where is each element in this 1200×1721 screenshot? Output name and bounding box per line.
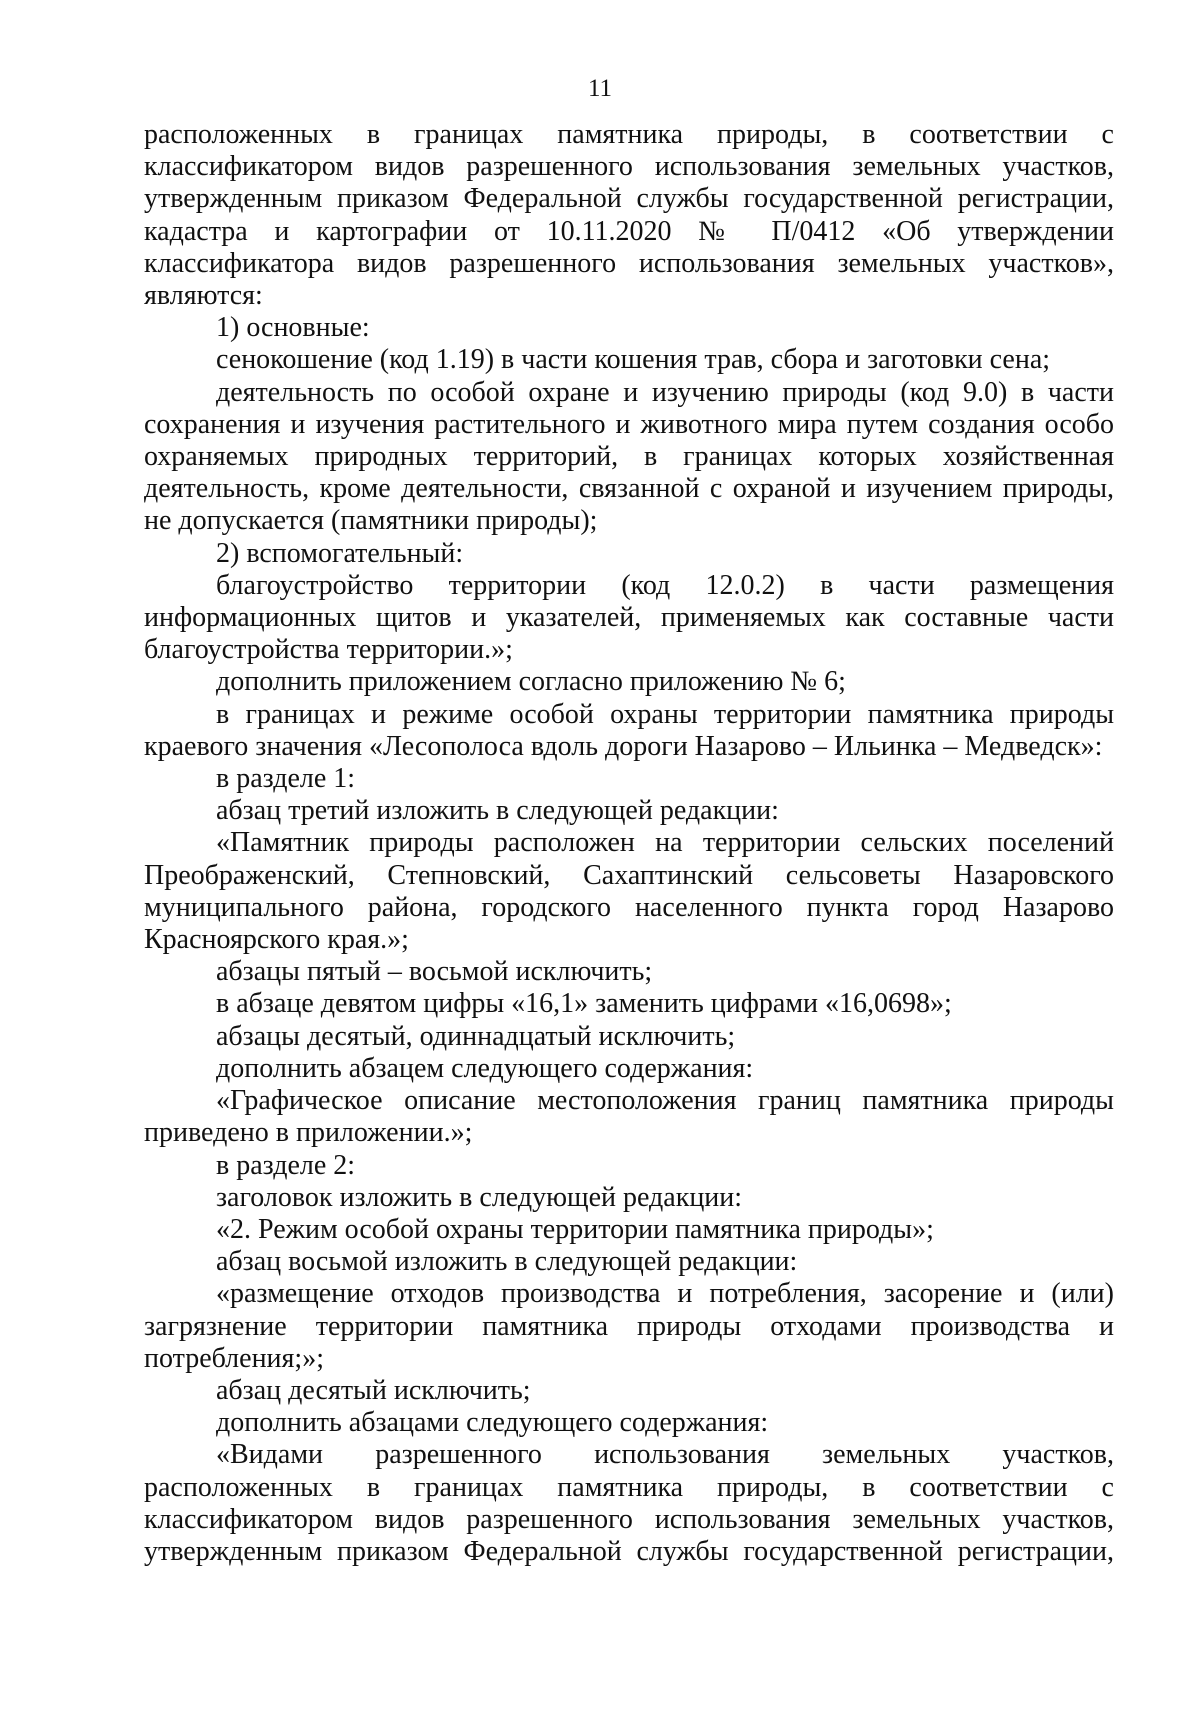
paragraph-7: дополнить приложением согласно приложению № 6;: [216, 666, 846, 698]
paragraph-5: 2) вспомогательный:: [216, 537, 464, 569]
document-body: [144, 119, 1114, 1568]
paragraph-15: дополнить абзацем следующего содержания:: [216, 1052, 754, 1084]
paragraph-10: абзац третий изложить в следующей редакции:: [216, 795, 779, 827]
paragraph-16: «Графическое описание местоположения границ памятника природы приведено в приложении.»;: [144, 1085, 1114, 1149]
paragraph-22: абзац десятый исключить;: [216, 1374, 531, 1406]
paragraph-18: заголовок изложить в следующей редакции:: [216, 1181, 743, 1213]
paragraph-19: «2. Режим особой охраны территории памятника природы»;: [216, 1213, 934, 1245]
paragraph-4: деятельность по особой охране и изучению природы (код 9.0) в части сохранения и изучения растительного и животного мира путем создания особо охраняемых природных территорий, в границах которых хозяйственная деятельность, кроме деятельности, связанной с охраной и изучением природы, не допускается (памятники природы);: [144, 376, 1114, 537]
paragraph-11: «Памятник природы расположен на территории сельских поселений Преображенский, Степновский, Сахаптинский сельсоветы Назаровского муниципального района, городского населенного пункта город Назарово Красноярского края.»;: [144, 827, 1114, 956]
paragraph-3: сенокошение (код 1.19) в части кошения трав, сбора и заготовки сена;: [216, 344, 1051, 376]
paragraph-24: «Видами разрешенного использования земельных участков, расположенных в границах памятника природы, в соответствии с классификатором видов разрешенного использования земельных участков, утвержденным приказом Федеральной службы государственной регистрации,: [144, 1439, 1114, 1567]
paragraph-9: в разделе 1:: [216, 763, 356, 795]
paragraph-6: благоустройство территории (код 12.0.2) в части размещения информационных щитов и указателей, применяемых как составные части благоустройства территории.»;: [144, 569, 1114, 666]
paragraph-13: в абзаце девятом цифры «16,1» заменить цифрами «16,0698»;: [216, 988, 952, 1020]
paragraph-14: абзацы десятый, одиннадцатый исключить;: [216, 1020, 736, 1052]
paragraph-21: «размещение отходов производства и потребления, засорение и (или) загрязнение территории памятника природы отходами производства и потребления;»;: [144, 1278, 1114, 1374]
paragraph-17: в разделе 2:: [216, 1149, 356, 1181]
paragraph-8: в границах и режиме особой охраны территории памятника природы краевого значения «Лесополоса вдоль дороги Назарово – Ильинка – Медведск»:: [144, 698, 1114, 762]
paragraph-2: 1) основные:: [216, 312, 370, 344]
paragraph-20: абзац восьмой изложить в следующей редакции:: [216, 1246, 798, 1278]
paragraph-1: расположенных в границах памятника природы, в соответствии с классификатором видов разрешенного использования земельных участков, утвержденным приказом Федеральной службы государственной регистрации, кадастра и картографии от 10.11.2020 № П/0412 «Об утверждении классификатора видов разрешенного использования земельных участков», являются:: [144, 119, 1114, 312]
paragraph-12: абзацы пятый – восьмой исключить;: [216, 956, 653, 988]
page-number: 11: [587, 75, 613, 102]
paragraph-23: дополнить абзацами следующего содержания:: [216, 1407, 769, 1439]
